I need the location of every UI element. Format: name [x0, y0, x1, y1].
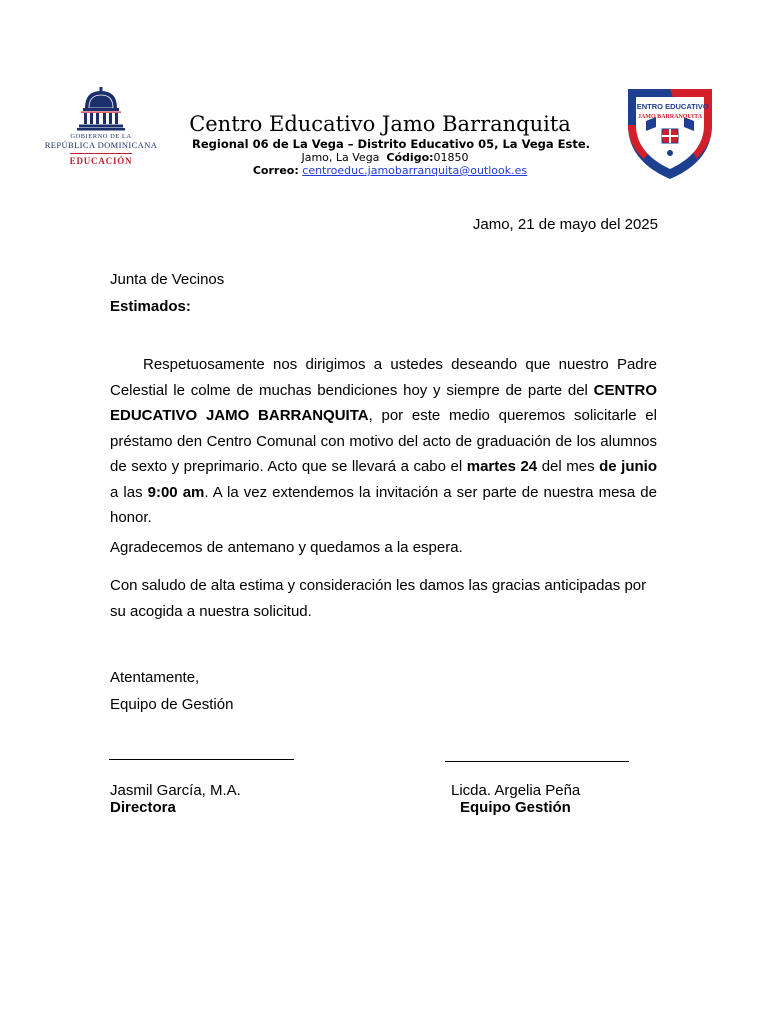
school-name: Centro Educativo Jamo Barranquita — [189, 112, 571, 136]
p1-text-c: , por este medio queremos solicitarle el préstamo den Centro Comunal con motivo del acto de graduación de los alumnos de sexto y preprimario. Acto que se llevará a cabo el — [110, 407, 657, 475]
gov-logo-line3: EDUCACIÓN — [69, 156, 133, 166]
location-text: Jamo, La Vega — [301, 151, 380, 164]
signature-role-right: Equipo Gestión — [460, 799, 571, 816]
gov-logo-line2: REPÚBLICA DOMINICANA — [44, 140, 158, 150]
letter-date: Jamo, 21 de mayo del 2025 — [472, 216, 658, 233]
letter-paragraph-3: Con saludo de alta estima y consideración les damos las gracias anticipadas por su acogida a nuestra solicitud. — [110, 577, 647, 620]
code-value: 01850 — [433, 151, 469, 164]
letter-recipient: Junta de Vecinos — [110, 271, 225, 288]
signature-name-right: Licda. Argelia Peña — [451, 782, 581, 799]
signature-role-left: Directora — [110, 799, 176, 816]
signature-name-left: Jasmil García, M.A. — [110, 782, 241, 799]
letter-closing: Atentamente, — [110, 669, 200, 686]
code-label: Código: — [386, 151, 434, 164]
school-shield-logo — [622, 85, 718, 181]
email-link[interactable]: centroeduc.jamobarranquita@outlook.es — [302, 164, 528, 177]
p1-event-time: 9:00 am — [147, 483, 205, 501]
school-location — [160, 151, 610, 164]
school-email-line — [160, 164, 620, 177]
letter-team: Equipo de Gestión — [110, 696, 234, 713]
gov-logo-divider — [70, 153, 132, 154]
letter-greeting: Estimados: — [110, 298, 191, 315]
p1-text-i: . A la vez extendemos la invitación a ser parte de nuestra mesa de honor. — [110, 483, 657, 526]
p1-school-name: CENTRO EDUCATIVO JAMO BARRANQUITA — [110, 381, 657, 424]
palace-dome-icon — [71, 86, 131, 132]
school-regional: Regional 06 de La Vega – Distrito Educativo 05, La Vega Este. — [191, 137, 590, 151]
p1-text-g: a las — [110, 483, 148, 501]
shield-icon — [622, 85, 718, 181]
gov-logo-line1: GOBIERNO DE LA — [70, 133, 132, 140]
letter-paragraph-2: Agradecemos de antemano y quedamos a la espera. — [110, 539, 463, 556]
signature-line-right — [445, 761, 629, 762]
government-logo — [44, 86, 158, 176]
shield-top-text: CENTRO EDUCATIVO — [631, 102, 709, 111]
shield-name-text: JAMO BARRANQUITA — [637, 114, 703, 120]
p1-text-e: del mes — [537, 458, 600, 475]
email-label: Correo: — [252, 164, 299, 177]
letter-paragraph-1 — [110, 352, 657, 531]
p1-event-day: martes 24 — [466, 458, 538, 475]
p1-event-month: de junio — [599, 458, 657, 475]
p1-text-a: Respetuosamente nos dirigimos a ustedes deseando que nuestro Padre Celestial le colme de muchas bendiciones hoy y siempre de parte del — [110, 356, 657, 399]
signature-line-left — [109, 759, 294, 760]
